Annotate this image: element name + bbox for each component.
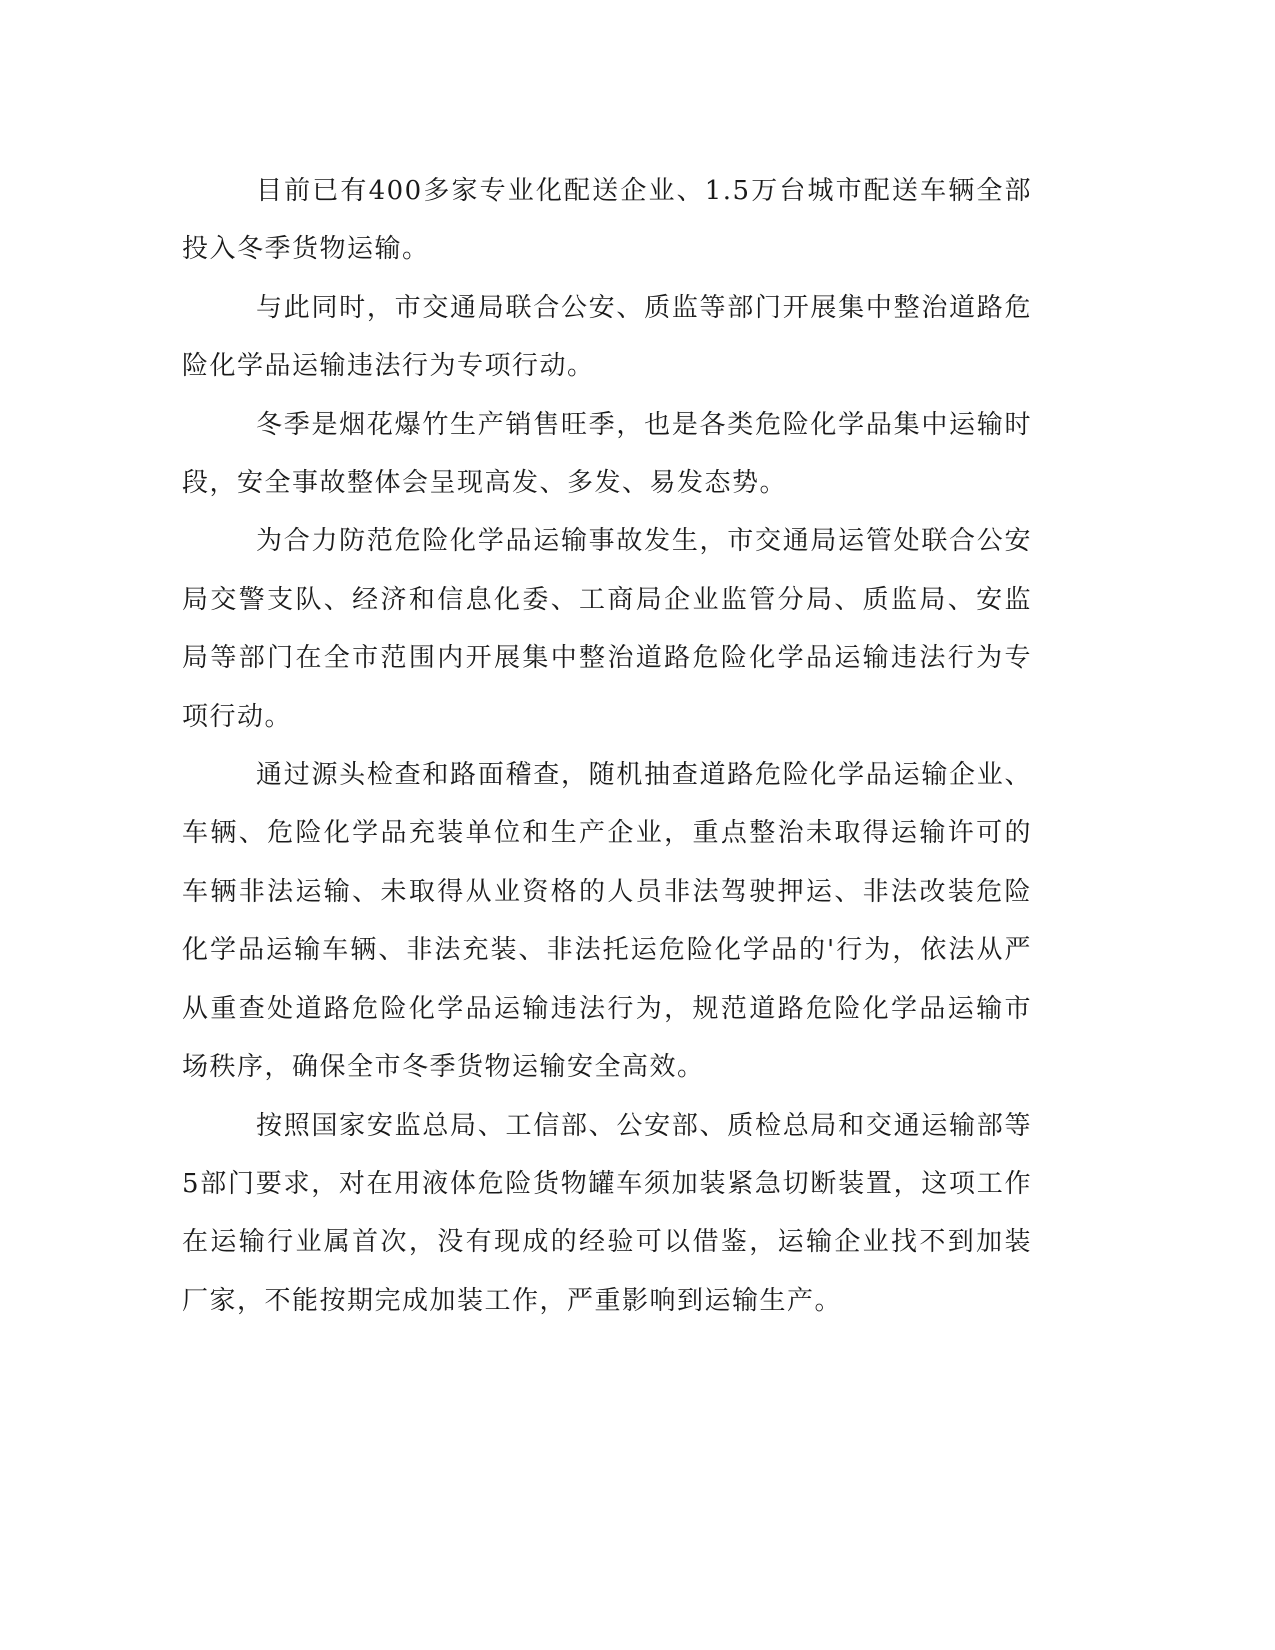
paragraph-6: 按照国家安监总局、工信部、公安部、质检总局和交通运输部等5部门要求，对在用液体危险货物罐车须加装紧急切断装置，这项工作在运输行业属首次，没有现成的经验可以借鉴，运输企业找不到加装厂家，不能按期完成加装工作，严重影响到运输生产。 (182, 1110, 1032, 1316)
paragraph-4: 为合力防范危险化学品运输事故发生，市交通局运管处联合公安局交警支队、经济和信息化委、工商局企业监管分局、质监局、安监局等部门在全市范围内开展集中整治道路危险化学品运输违法行为专项行动。 (182, 526, 1032, 732)
paragraph-3: 冬季是烟花爆竹生产销售旺季，也是各类危险化学品集中运输时段，安全事故整体会呈现高发、多发、易发态势。 (182, 409, 1032, 499)
paragraph-5: 通过源头检查和路面稽查，随机抽查道路危险化学品运输企业、车辆、危险化学品充装单位和生产企业，重点整治未取得运输许可的车辆非法运输、未取得从业资格的人员非法驾驶押运、非法改装危险化学品运输车辆、非法充装、非法托运危险化学品的'行为，依法从严从重查处道路危险化学品运输违法行为，规范道路危险化学品运输市场秩序，确保全市冬季货物运输安全高效。 (182, 760, 1032, 1083)
paragraph-1: 目前已有400多家专业化配送企业、1.5万台城市配送车辆全部投入冬季货物运输。 (182, 176, 1032, 265)
paragraph-2: 与此同时，市交通局联合公安、质监等部门开展集中整治道路危险化学品运输违法行为专项行动。 (182, 292, 1032, 382)
document-body (182, 162, 1032, 1330)
